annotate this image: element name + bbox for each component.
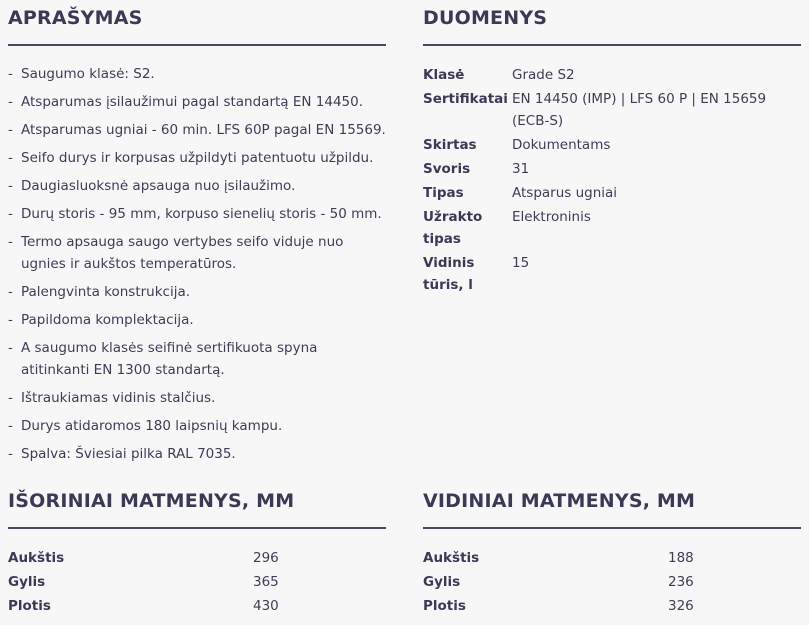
data-value: 15 xyxy=(512,255,530,271)
dimension-value: 188 xyxy=(668,550,694,566)
data-value: 31 xyxy=(512,161,530,177)
description-title: APRAŠYMAS xyxy=(8,7,143,29)
data-key: Užrakto tipas xyxy=(423,209,483,247)
description-list xyxy=(8,63,386,465)
dimension-key: Aukštis xyxy=(8,550,65,566)
dimension-value: 365 xyxy=(253,574,279,590)
dimension-value: 326 xyxy=(668,598,694,614)
data-key: Tipas xyxy=(423,185,464,201)
dimension-value: 296 xyxy=(253,550,279,566)
description-item: - Atsparumas įsilaužimui pagal standartą EN 14450. xyxy=(8,94,364,110)
dimension-key: Gylis xyxy=(423,574,461,590)
data-key: Sertifikatai xyxy=(423,91,508,107)
dimension-row xyxy=(8,595,386,617)
description-item: - Atsparumas ugniai - 60 min. LFS 60P pagal EN 15569. xyxy=(8,122,386,138)
data-row xyxy=(423,88,801,132)
data-value: Elektroninis xyxy=(512,209,591,225)
dimension-row xyxy=(423,547,801,569)
description-item: - A saugumo klasės seifinė sertifikuota spyna atitinkanti EN 1300 standartą. xyxy=(8,340,318,378)
internal-dimensions-title: VIDINIAI MATMENYS, MM xyxy=(423,490,696,512)
data-value: Atsparus ugniai xyxy=(512,185,618,201)
data-table xyxy=(423,64,801,296)
internal-dimensions-section xyxy=(423,483,801,619)
external-dimensions-title: IŠORINIAI MATMENYS, MM xyxy=(8,490,295,512)
dimension-value: 236 xyxy=(668,574,694,590)
dimension-key: Plotis xyxy=(423,598,466,614)
data-key: Skirtas xyxy=(423,137,477,153)
dimension-key: Aukštis xyxy=(423,550,480,566)
description-item: - Papildoma komplektacija. xyxy=(8,312,194,328)
dimension-row xyxy=(8,571,386,593)
data-title: DUOMENYS xyxy=(423,7,548,29)
description-section xyxy=(8,0,386,471)
description-item: - Ištraukiamas vidinis stalčius. xyxy=(8,390,216,406)
data-key: Svoris xyxy=(423,161,471,177)
dimension-row xyxy=(423,571,801,593)
data-key: Vidinis tūris, l xyxy=(423,255,475,293)
description-item: - Saugumo klasė: S2. xyxy=(8,66,155,82)
internal-dimensions-divider xyxy=(423,527,801,529)
data-divider xyxy=(423,44,801,46)
data-row xyxy=(423,158,801,180)
description-item: - Termo apsauga saugo vertybes seifo viduje nuo ugnies ir aukštos temperatūros. xyxy=(8,234,344,272)
data-value: Grade S2 xyxy=(512,67,575,83)
description-item: - Durų storis - 95 mm, korpuso sienelių storis - 50 mm. xyxy=(8,206,382,222)
description-item: - Daugiasluoksnė apsauga nuo įsilaužimo. xyxy=(8,178,296,194)
data-row xyxy=(423,134,801,156)
description-item: - Seifo durys ir korpusas užpildyti patentuotu užpildu. xyxy=(8,150,374,166)
dimension-key: Gylis xyxy=(8,574,46,590)
data-section xyxy=(423,0,801,298)
data-row xyxy=(423,182,801,204)
external-dimensions-divider xyxy=(8,527,386,529)
description-item: - Durys atidaromos 180 laipsnių kampu. xyxy=(8,418,283,434)
dimension-row xyxy=(423,595,801,617)
dimension-row xyxy=(8,547,386,569)
data-value: EN 14450 (IMP) | LFS 60 P | EN 15659 (ECB-S) xyxy=(512,91,767,129)
description-divider xyxy=(8,44,386,46)
external-dimensions-table xyxy=(8,547,386,617)
data-row xyxy=(423,206,801,250)
external-dimensions-section xyxy=(8,483,386,619)
data-row xyxy=(423,252,801,296)
dimension-key: Plotis xyxy=(8,598,51,614)
internal-dimensions-table xyxy=(423,547,801,617)
data-row xyxy=(423,64,801,86)
description-item: - Spalva: Šviesiai pilka RAL 7035. xyxy=(8,446,236,462)
data-value: Dokumentams xyxy=(512,137,611,153)
description-item: - Palengvinta konstrukcija. xyxy=(8,284,191,300)
data-key: Klasė xyxy=(423,67,465,83)
dimension-value: 430 xyxy=(253,598,279,614)
